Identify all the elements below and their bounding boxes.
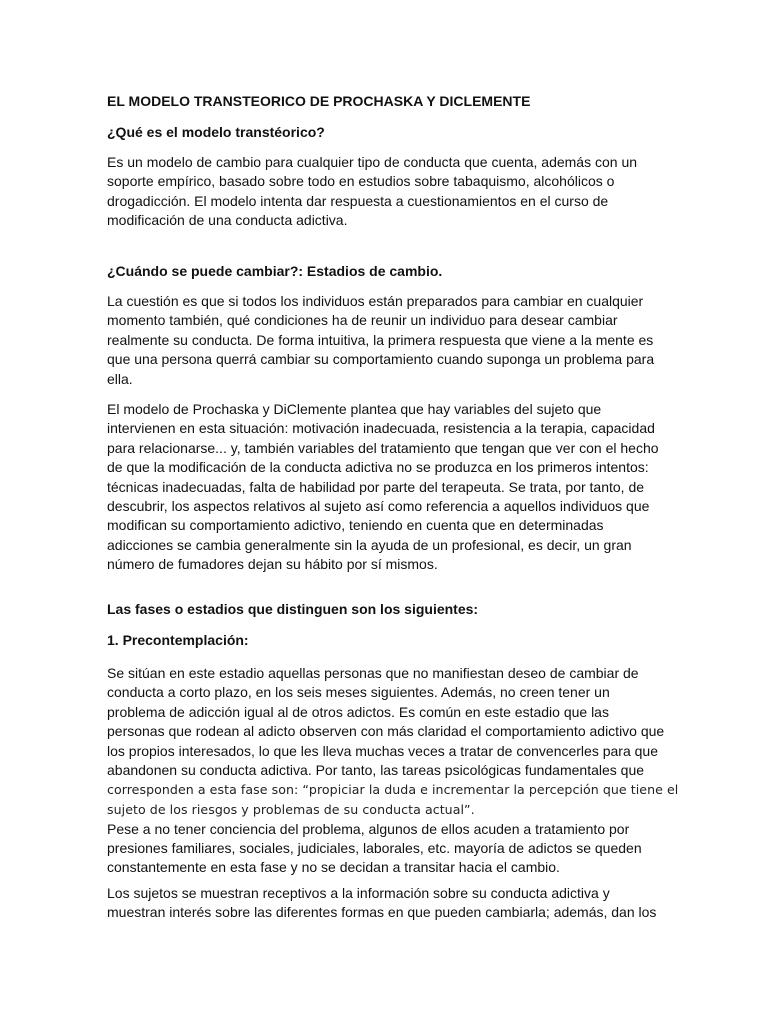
text-line: El modelo de Prochaska y DiClemente plantea que hay variables del sujeto que [107,401,602,417]
text-line: problema de adicción igual al de otros adictos. Es común en este estadio que las [107,703,609,720]
text-line: Es un modelo de cambio para cualquier tipo de conducta que cuenta, además con un [107,154,638,170]
text-line: número de fumadores dejan su hábito por sí mismos. [107,556,438,573]
text-line: descubrir, los aspectos relativos al sujeto así como referencia a aquellos individuos que [107,498,650,515]
text-line: realmente su conducta. De forma intuitiva, la primera respuesta que viene a la mente es [107,331,654,348]
text-line: personas que rodean al adicto observen con más claridad el comportamiento adictivo que [107,723,665,740]
text-line: ella. [107,370,133,387]
text-line: drogadicción. El modelo intenta dar respuesta a cuestionamientos en el curso de [107,192,609,209]
text-line: de que la modificación de la conducta adictiva no se produzca en los primeros intentos: [107,459,649,476]
text-line: abandonen su conducta adictiva. Por tanto, las tareas psicológicas fundamentales que [107,762,645,779]
text-line-quote: sujeto de los riesgos y problemas de su conducta actual”. [107,802,475,818]
text-line: intervienen en esta situación: motivación inadecuada, resistencia a la terapia, capacidad [107,420,655,437]
section-heading-precontemplacion: 1. Precontemplación: [107,632,249,648]
text-line: Pese a no tener conciencia del problema, algunos de ellos acuden a tratamiento por [107,820,630,837]
text-line: Los sujetos se muestran receptivos a la información sobre su conducta adictiva y [107,885,610,901]
paragraph-receptivos [107,884,667,923]
text-line: para relacionarse... y, también variables del tratamiento que tengan que ver con el hecho [107,439,659,456]
text-line: presiones familiares, sociales, judiciales, laborales, etc. mayoría de adictos se queden [107,840,642,857]
text-line: conducta a corto plazo, en los seis meses siguientes. Además, no creen tener un [107,684,610,701]
text-line: que una persona querrá cambiar su comportamiento cuando suponga un problema para [107,351,655,368]
paragraph-definition [107,153,667,231]
text-line: modifican su comportamiento adictivo, teniendo en cuenta que en determinadas [107,517,604,534]
section-heading-que-es: ¿Qué es el modelo transtéorico? [107,124,325,140]
paragraph-precontemplacion [107,664,679,878]
text-line: soporte empírico, basado sobre todo en estudios sobre tabaquismo, alcohólicos o [107,173,615,190]
text-line: los propios interesados, lo que les lleva muchas veces a tratar de convencerles para que [107,742,658,759]
text-line: modificación de una conducta adictiva. [107,212,348,229]
text-line: momento también, qué condiciones ha de reunir un individuo para desear cambiar [107,312,618,329]
text-line: Se sitúan en este estadio aquellas personas que no manifiestan deseo de cambiar de [107,665,639,681]
paragraph-modelo [107,400,667,575]
text-line: adicciones se cambia generalmente sin la ayuda de un profesional, es decir, un gran [107,536,632,553]
section-heading-fases: Las fases o estadios que distinguen son los siguientes: [107,601,479,617]
text-line-quote: corresponden a esta fase son: “propiciar la duda e incrementar la percepción que tiene el [107,782,679,798]
document-title: EL MODELO TRANSTEORICO DE PROCHASKA Y DICLEMENTE [107,93,531,109]
text-line: La cuestión es que si todos los individuos están preparados para cambiar en cualquier [107,293,644,309]
text-line: constantemente en esta fase y no se decidan a transitar hacia el cambio. [107,859,560,876]
text-line: muestran interés sobre las diferentes formas en que pueden cambiarla; además, dan los [107,904,657,921]
paragraph-cuestion [107,292,667,389]
text-line: técnicas inadecuadas, falta de habilidad por parte del terapeuta. Se trata, por tanto, de [107,478,645,495]
section-heading-cuando: ¿Cuándo se puede cambiar?: Estadios de cambio. [107,263,443,279]
